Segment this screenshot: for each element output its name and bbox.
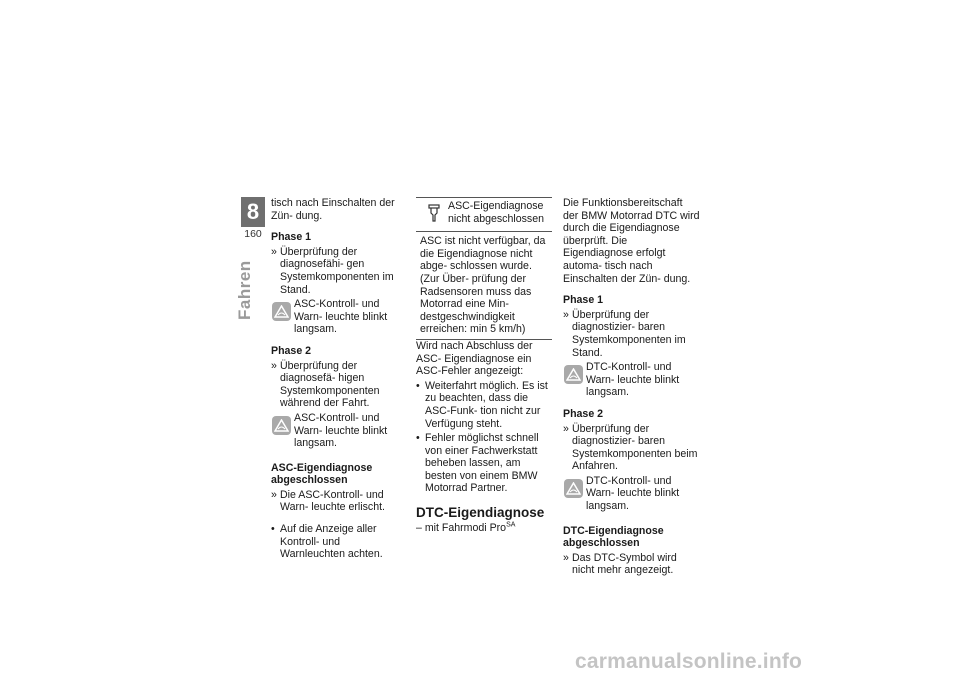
bullet-marker: • <box>416 432 420 445</box>
warning-light-icon <box>564 365 583 384</box>
phase1-item <box>271 246 406 296</box>
bullet-text: Weiterfahrt möglich. Es ist zu beachten, dass die ASC-Funk- tion nicht zur Verfügung steht. <box>425 379 548 430</box>
bullet-marker: • <box>271 523 275 536</box>
result-marker: » <box>563 422 569 435</box>
phase2-heading: Phase 2 <box>563 407 604 420</box>
bullet-text: Auf die Anzeige aller Kontroll- und Warnleuchten achten. <box>280 523 383 561</box>
result-marker: » <box>271 245 277 258</box>
tool-icon <box>416 200 446 225</box>
bullet-text: Fehler möglichst schnell von einer Fachwerkstatt beheben lassen, am besten von einem BMW Motorrad Partner. <box>425 432 539 495</box>
phase2-note <box>564 475 700 513</box>
phase2-item <box>271 360 406 410</box>
dtc-done-text: Das DTC-Symbol wird nicht mehr angezeigt. <box>572 551 677 577</box>
phase1-note-text: DTC-Kontroll- und Warn- leuchte blinkt langsam. <box>586 361 680 399</box>
phase1-heading: Phase 1 <box>563 294 604 307</box>
result-marker: » <box>271 488 277 501</box>
info-box-header <box>416 198 552 232</box>
bullet-item <box>271 523 406 561</box>
result-marker: » <box>271 359 277 372</box>
column-3 <box>563 197 700 577</box>
dtc-done-item <box>563 552 700 577</box>
phase1-note <box>564 361 700 399</box>
phase1-note <box>272 298 406 336</box>
intro-text: Die Funktionsbereitschaft der BMW Motorrad DTC wird durch die Eigendiagnose überprüft. Die Eigendiagnose erfolgt automa- tisch nach Einschalten der Zün- dung. <box>563 197 700 285</box>
warning-light-icon <box>272 302 291 321</box>
phase2-text: Überprüfung der diagnostizier- baren Systemkomponenten beim Anfahren. <box>572 422 698 473</box>
dtc-heading: DTC-Eigendiagnose <box>416 505 545 521</box>
warning-light-icon <box>564 479 583 498</box>
phase2-note <box>272 412 406 450</box>
info-box-title: ASC-Eigendiagnose nicht abgeschlossen <box>448 200 544 225</box>
bullet-item <box>416 380 552 430</box>
dtc-subtitle <box>416 522 552 535</box>
phase1-text: Überprüfung der diagnostizier- baren Systemkomponenten im Stand. <box>572 308 686 359</box>
asc-done-item <box>271 489 406 514</box>
result-marker: » <box>563 308 569 321</box>
result-marker: » <box>563 551 569 564</box>
info-box <box>416 197 552 340</box>
phase1-text: Überprüfung der diagnosefähi- gen Systemkomponenten im Stand. <box>280 245 394 296</box>
watermark: carmanualsonline.info <box>575 650 803 673</box>
chapter-number: 8 <box>241 197 265 227</box>
asc-done-text: Die ASC-Kontroll- und Warn- leuchte erlischt. <box>280 488 385 514</box>
dtc-subtitle-text: – mit Fahrmodi Pro <box>416 522 507 535</box>
bullet-marker: • <box>416 379 420 392</box>
phase2-text: Überprüfung der diagnosefä- higen Systemkomponenten während der Fahrt. <box>280 359 380 410</box>
column-2 <box>416 197 552 535</box>
warning-light-icon <box>272 416 291 435</box>
asc-done-heading: ASC-Eigendiagnose abgeschlossen <box>271 461 373 487</box>
bullet-item <box>416 432 552 495</box>
phase2-note-text: DTC-Kontroll- und Warn- leuchte blinkt langsam. <box>586 474 680 513</box>
column-1 <box>271 197 406 561</box>
dtc-subtitle-sup: SA <box>506 521 516 529</box>
intro-text: tisch nach Einschalten der Zün- dung. <box>271 197 395 222</box>
phase1-item <box>563 309 700 359</box>
phase2-item <box>563 423 700 473</box>
page-number: 160 <box>244 228 262 240</box>
phase2-heading: Phase 2 <box>271 344 312 357</box>
phase2-note-text: ASC-Kontroll- und Warn- leuchte blinkt langsam. <box>294 411 388 450</box>
after-box-text: Wird nach Abschluss der ASC- Eigendiagnose ein ASC-Fehler angezeigt: <box>416 339 533 378</box>
phase1-heading: Phase 1 <box>271 231 312 244</box>
info-box-body: ASC ist nicht verfügbar, da die Eigendiagnose nicht abge- schlossen wurde. (Zur Über- prüfung der Radsensoren muss das Motorrad eine Min- destgeschwindigkeit erreichen: min 5 km/h) <box>420 235 546 336</box>
chapter-side-label: Fahren <box>235 260 254 320</box>
phase1-note-text: ASC-Kontroll- und Warn- leuchte blinkt langsam. <box>294 298 388 336</box>
dtc-done-heading: DTC-Eigendiagnose abgeschlossen <box>563 524 664 550</box>
